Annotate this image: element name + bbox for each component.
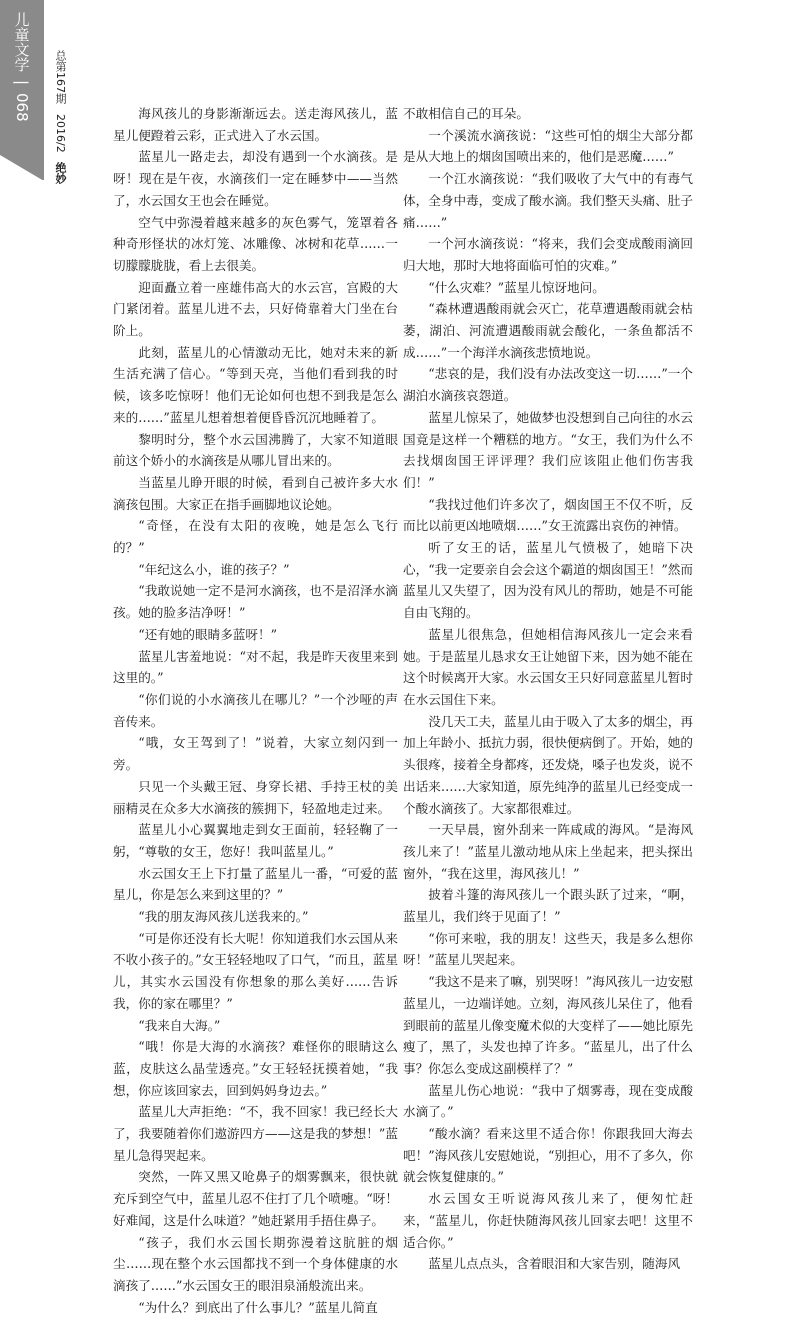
- story-paragraph: 只见一个头戴王冠、身穿长裙、手持王杖的美丽精灵在众多大水滴孩的簇拥下，轻盈地走过来。: [113, 778, 398, 816]
- story-paragraph: “为什么？到底出了什么事儿？”蓝星儿简直: [138, 1299, 378, 1315]
- story-paragraph: 蓝星儿点点头，含着眼泪和大家告别，随海风: [428, 1256, 681, 1272]
- story-paragraph: “我的朋友海风孩儿送我来的。”: [138, 909, 309, 925]
- story-paragraph: 蓝星儿伤心地说：“我中了烟雾毒，现在变成酸水滴了。”: [403, 1082, 693, 1120]
- issue-date: 2016/2: [54, 113, 67, 153]
- story-paragraph: 突然，一阵又黑又呛鼻子的烟雾飘来，很快就充斥到空气中，蓝星儿忍不住打了几个喷嚏。“呀！好难闻，这是什么味道？”她赶紧用手捂住鼻子。: [113, 1169, 398, 1228]
- page-number: 068: [13, 93, 31, 122]
- story-paragraph: 蓝星儿害羞地说：“对不起，我是昨天夜里来到这里的。”: [113, 648, 398, 686]
- story-paragraph: “森林遭遇酸雨就会灭亡，花草遭遇酸雨就会枯萎，湖泊、河流遭遇酸雨就会酸化，一条鱼都活不成……”一个海洋水滴孩悲愤地说。: [403, 301, 693, 360]
- story-paragraph: “你们说的小水滴孩儿在哪儿？”一个沙哑的声音传来。: [113, 691, 398, 729]
- story-paragraph: 蓝星儿很焦急，但她相信海风孩儿一定会来看她。于是蓝星儿恳求女王让她留下来，因为她不能在这个时候离开大家。水云国女王只好同意蓝星儿暂时在水云国住下来。: [403, 626, 693, 707]
- story-paragraph: “我找过他们许多次了，烟囱国王不仅不听，反而比以前更凶地喷烟……”女王流露出哀伤的神情。: [403, 496, 693, 534]
- story-paragraph: 空气中弥漫着越来越多的灰色雾气，笼罩着各种奇形怪状的冰灯笼、冰雕像、冰树和花草……一切朦朦胧胧，看上去很美。: [113, 214, 398, 273]
- story-paragraph: 此刻，蓝星儿的心情激动无比，她对未来的新生活充满了信心。“等到天亮，当他们看到我的时候，该多吃惊呀！他们无论如何也想不到我是怎么来的……”蓝星儿想着想着便昏昏沉沉地睡着了。: [113, 344, 398, 425]
- story-paragraph: 一个河水滴孩说：“将来，我们会变成酸雨滴回归大地，那时大地将面临可怕的灾难。”: [403, 236, 693, 273]
- story-paragraph: “什么灾难？”蓝星儿惊讶地问。: [428, 279, 605, 295]
- magazine-title: [0, 12, 44, 122]
- story-paragraph: “奇怪，在没有太阳的夜晚，她是怎么飞行的？”: [113, 518, 398, 556]
- story-paragraph: 蓝星儿小心翼翼地走到女王面前，轻轻鞠了一躬，“尊敬的女王，您好！我叫蓝星儿。”: [113, 822, 398, 859]
- story-paragraph: “酸水滴？看来这里不适合你！你跟我回大海去吧！”海风孩儿安慰她说，“别担心，用不了多久，你就会恢复健康的。”: [403, 1126, 693, 1185]
- story-paragraph: 不敢相信自己的耳朵。: [403, 106, 529, 121]
- story-paragraph: 蓝星儿惊呆了，她做梦也没想到自己向往的水云国竟是这样一个糟糕的地方。“女王，我们为什么不去找烟囱国王评评理？我们应该阻止他们伤害我们！”: [403, 409, 693, 490]
- story-paragraph: “你可来啦，我的朋友！这些天，我是多么想你呀！”蓝星儿哭起来。: [403, 930, 693, 968]
- magazine-section-tab: [0, 0, 44, 180]
- story-paragraph: 水云国女王听说海风孩儿来了，便匆忙赶来，“蓝星儿，你赶快随海风孩儿回家去吧！这里不适合你。”: [403, 1191, 693, 1250]
- story-paragraph: 披着斗篷的海风孩儿一个跟头跃了过来，“啊，蓝星儿，我们终于见面了！”: [403, 887, 693, 925]
- story-paragraph: “哦，女王驾到了！”说着，大家立刻闪到一旁。: [113, 735, 398, 773]
- magazine-name: 儿童文学: [12, 12, 31, 72]
- story-paragraph: 一个江水滴孩说：“我们吸收了大气中的有毒气体，全身中毒，变成了酸水滴。我们整天头痛、肚子痛……”: [403, 171, 693, 230]
- left-text-column: [113, 103, 398, 1318]
- right-text-column: [403, 103, 693, 1275]
- story-paragraph: 黎明时分，整个水云国沸腾了，大家不知道眼前这个娇小的水滴孩是从哪儿冒出来的。: [113, 431, 398, 469]
- story-paragraph: “年纪这么小，谁的孩子？”: [138, 561, 290, 577]
- story-paragraph: 蓝星儿一路走去，却没有遇到一个水滴孩。是呀！现在是午夜，水滴孩们一定在睡梦中——当然了，水云国女王也会在睡觉。: [113, 149, 398, 208]
- story-paragraph: 蓝星儿大声拒绝：“不，我不回家！我已经长大了，我要随着你们遨游四方——这是我的梦想！”蓝星儿急得哭起来。: [113, 1104, 398, 1163]
- story-paragraph: 一个溪流水滴孩说：“这些可怕的烟尘大部分都是从大地上的烟囱国喷出来的，他们是恶魔……”: [403, 127, 693, 165]
- tab-separator: |: [13, 80, 31, 86]
- issue-column: 绝妙: [54, 161, 67, 184]
- story-paragraph: “还有她的眼睛多蓝呀！”: [138, 626, 278, 642]
- story-paragraph: 一天早晨，窗外刮来一阵咸咸的海风。“是海风孩儿来了！”蓝星儿激动地从床上坐起来，把头探出窗外，“我在这里，海风孩儿！”: [403, 822, 693, 881]
- story-paragraph: “我这不是来了嘛，别哭呀！”海风孩儿一边安慰蓝星儿，一边端详她。立刻，海风孩儿呆住了，他看到眼前的蓝星儿像变魔术似的大变样了——她比原先瘦了，黑了，头发也掉了许多。“蓝星儿，出了什么事？你怎么变成这副模样了？”: [403, 974, 693, 1076]
- story-paragraph: “孩子，我们水云国长期弥漫着这肮脏的烟尘……现在整个水云国都找不到一个身体健康的水滴孩了……”水云国女王的眼泪泉涌般流出来。: [113, 1234, 398, 1293]
- story-paragraph: “我来自大海。”: [138, 1017, 221, 1033]
- issue-info: [50, 50, 70, 184]
- story-paragraph: 水云国女王上下打量了蓝星儿一番，“可爱的蓝星儿，你是怎么来到这里的？”: [113, 865, 398, 903]
- story-paragraph: “哦！你是大海的水滴孩？难怪你的眼睛这么蓝，皮肤这么晶莹透亮。”女王轻轻抚摸着她，“我想，你应该回家去，回到妈妈身边去。”: [113, 1039, 398, 1098]
- story-paragraph: 当蓝星儿睁开眼的时候，看到自己被许多大水滴孩包围。大家正在指手画脚地议论她。: [113, 474, 398, 512]
- issue-total: 总第167期: [54, 50, 67, 104]
- story-paragraph: 迎面矗立着一座雄伟高大的水云宫，宫殿的大门紧闭着。蓝星儿进不去，只好倚靠着大门坐在台阶上。: [113, 279, 398, 339]
- story-paragraph: 海风孩儿的身影渐渐远去。送走海风孩儿，蓝星儿便蹬着云彩，正式进入了水云国。: [113, 106, 398, 143]
- story-paragraph: “悲哀的是，我们没有办法改变这一切……”一个湖泊水滴孩哀怨道。: [403, 366, 693, 404]
- story-paragraph: 没几天工夫，蓝星儿由于吸入了太多的烟尘，再加上年龄小、抵抗力弱，很快便病倒了。开始，她的头很疼，接着全身都疼，还发烧，嗓子也发炎，说不出话来……大家知道，原先纯净的蓝星儿已经变成一个酸水滴孩了。大家都很难过。: [403, 713, 693, 816]
- story-paragraph: “我敢说她一定不是河水滴孩，也不是沼泽水滴孩。她的脸多洁净呀！”: [113, 583, 398, 621]
- story-paragraph: 听了女王的话，蓝星儿气愤极了，她暗下决心，“我一定要亲自会会这个霸道的烟囱国王！”然而蓝星儿又失望了，因为没有风儿的帮助，她是不可能自由飞翔的。: [403, 540, 693, 621]
- story-paragraph: “可是你还没有长大呢！你知道我们水云国从来不收小孩子的。”女王轻轻地叹了口气，“而且，蓝星儿，其实水云国没有你想象的那么美好……告诉我，你的家在哪里？”: [113, 930, 398, 1011]
